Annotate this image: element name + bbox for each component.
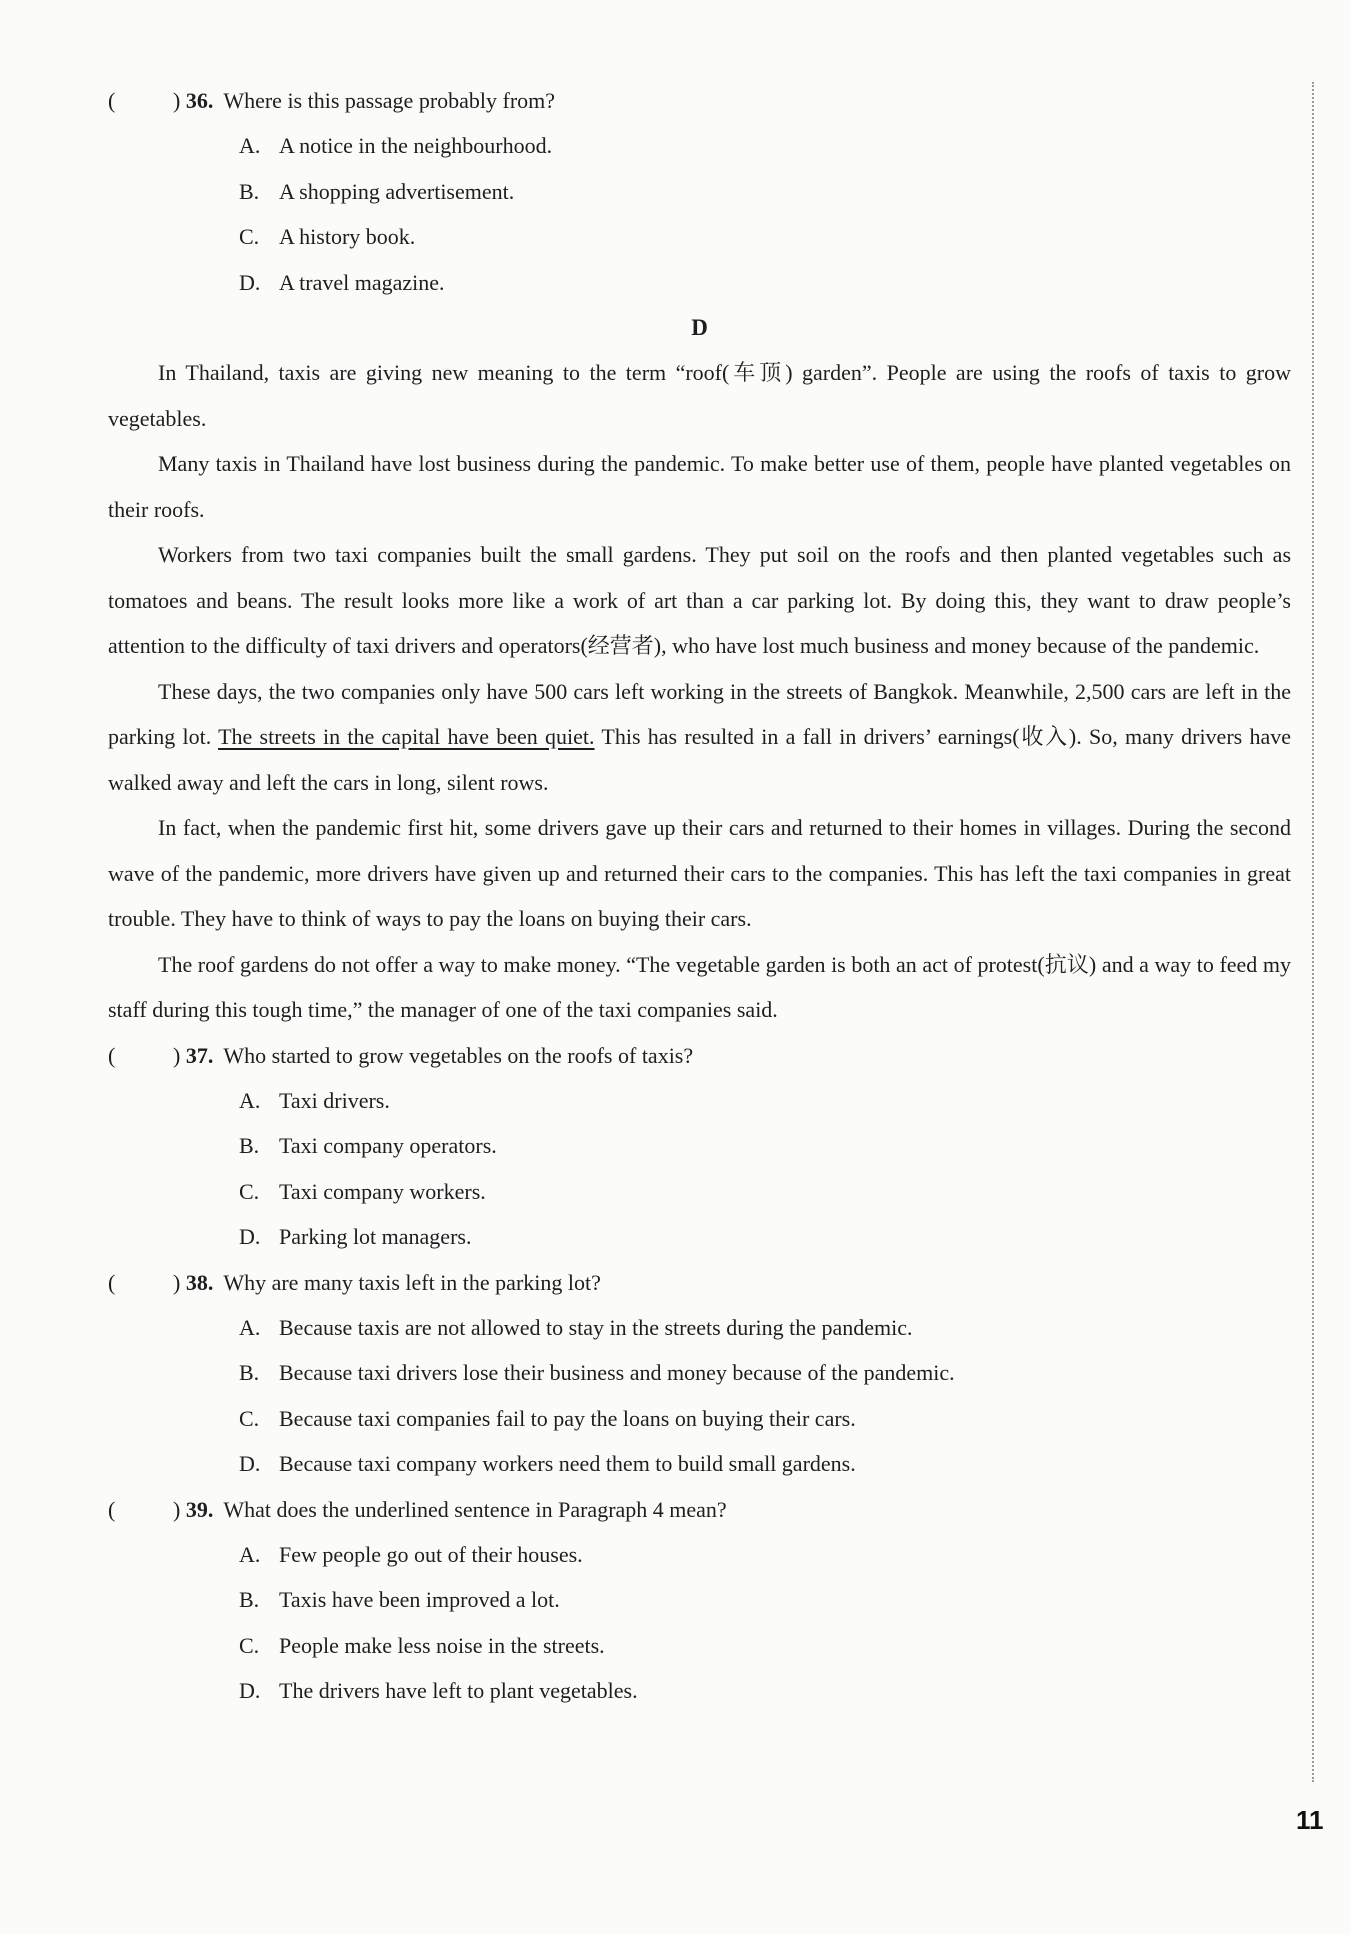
passage-paragraph-1: In Thailand, taxis are giving new meaning to the term “roof(车顶) garden”. People are using the roofs of taxis to grow vegetables. xyxy=(108,360,1291,431)
option-text: Because taxi drivers lose their business and money because of the pandemic. xyxy=(279,1360,955,1385)
option-text: A travel magazine. xyxy=(279,269,445,295)
option-label: C. xyxy=(239,224,260,249)
option-text: Because taxis are not allowed to stay in the streets during the pandemic. xyxy=(279,1314,913,1340)
option-text: Taxi company workers. xyxy=(279,1178,486,1204)
option-text: A history book. xyxy=(279,224,416,249)
option-text: Taxi company operators. xyxy=(279,1133,497,1158)
option-label: B. xyxy=(239,1360,260,1385)
passage-paragraph-5: In fact, when the pandemic first hit, some drivers gave up their cars and returned to their homes in villages. During the second wave of the pandemic, more drivers have given up and returned their cars to the companies. This has left the taxi companies in great trouble. They have to think of ways to pay the loans on buying their cars. xyxy=(108,815,1291,931)
question-36 xyxy=(108,78,1291,123)
page-content xyxy=(108,78,1291,1714)
option-text: Taxis have been improved a lot. xyxy=(279,1587,560,1612)
option-text: Few people go out of their houses. xyxy=(279,1541,583,1567)
question-text: What does the underlined sentence in Paragraph 4 mean? xyxy=(223,1496,727,1522)
option-text: Taxi drivers. xyxy=(279,1087,390,1113)
paragraph-4-end: This has resulted in a fall in drivers’ earnings(收入). So, many drivers have walked away and left the cars in long, silent rows. xyxy=(108,724,1292,795)
option-36-b[interactable] xyxy=(108,169,1291,215)
margin-dotted-rule xyxy=(1312,82,1314,1782)
option-36-c[interactable] xyxy=(108,214,1291,260)
option-text: Because taxi company workers need them to build small gardens. xyxy=(279,1451,856,1476)
option-label: D. xyxy=(239,1451,261,1476)
option-text: People make less noise in the streets. xyxy=(279,1632,605,1658)
option-39-d[interactable] xyxy=(108,1668,1291,1714)
question-38 xyxy=(108,1260,1291,1305)
option-label: C. xyxy=(239,1178,260,1204)
option-text: A shopping advertisement. xyxy=(279,178,515,204)
passage-paragraph-2: Many taxis in Thailand have lost business during the pandemic. To make better use of them, people have planted vegetables on their roofs. xyxy=(108,451,1291,522)
option-37-a[interactable] xyxy=(108,1078,1291,1124)
option-label: D. xyxy=(239,1678,261,1703)
answer-blank-36[interactable]: ( xyxy=(108,88,116,113)
option-36-a[interactable] xyxy=(108,123,1291,169)
option-text: The drivers have left to plant vegetables. xyxy=(279,1678,638,1703)
question-text: Where is this passage probably from? xyxy=(223,88,556,113)
option-37-c[interactable] xyxy=(108,1169,1291,1215)
option-label: D. xyxy=(239,269,261,295)
option-37-b[interactable] xyxy=(108,1123,1291,1169)
question-36-stem: ) 36. Where is this passage probably from? xyxy=(173,88,556,113)
option-label: C. xyxy=(239,1632,260,1658)
paragraph-4-start: These days, the two companies only have 500 cars left working in the streets of Bangkok. Meanwhile, 2,500 cars are left in the parking lot. xyxy=(108,678,1291,749)
question-39-stem: ) 39. What does the underlined sentence in Paragraph 4 mean? xyxy=(173,1496,727,1522)
option-label: C. xyxy=(239,1405,260,1431)
option-label: B. xyxy=(239,178,260,204)
option-label: A. xyxy=(239,133,261,158)
answer-blank-37[interactable]: ( xyxy=(108,1042,116,1068)
passage-title: D xyxy=(691,315,708,340)
option-label: A. xyxy=(239,1087,261,1113)
option-text: A notice in the neighbourhood. xyxy=(279,133,553,158)
option-38-d[interactable] xyxy=(108,1441,1291,1487)
option-39-c[interactable] xyxy=(108,1623,1291,1669)
question-text: Why are many taxis left in the parking lot? xyxy=(223,1269,601,1295)
option-label: B. xyxy=(239,1587,260,1612)
underlined-sentence: The streets in the capital have been quiet. xyxy=(218,724,595,749)
passage-paragraph-6: The roof gardens do not offer a way to make money. “The vegetable garden is both an act of protest(抗议) and a way to feed my staff during this tough time,” the manager of one of the taxi companies said. xyxy=(108,951,1291,1022)
passage-paragraph-4 xyxy=(108,669,1291,806)
question-number: 39. xyxy=(185,1496,214,1522)
answer-blank-39[interactable]: ( xyxy=(108,1496,116,1522)
question-39 xyxy=(108,1487,1291,1532)
option-label: D. xyxy=(239,1224,261,1249)
option-label: B. xyxy=(239,1133,260,1158)
option-37-d[interactable] xyxy=(108,1214,1291,1260)
option-38-b[interactable] xyxy=(108,1350,1291,1396)
question-text: Who started to grow vegetables on the roofs of taxis? xyxy=(223,1042,694,1068)
question-38-stem: ) 38. Why are many taxis left in the parking lot? xyxy=(173,1269,601,1295)
answer-blank-38[interactable]: ( xyxy=(108,1269,116,1295)
option-label: A. xyxy=(239,1541,261,1567)
question-number: 38. xyxy=(185,1269,214,1295)
question-37-stem: ) 37. Who started to grow vegetables on the roofs of taxis? xyxy=(173,1042,694,1068)
question-number: 37. xyxy=(185,1042,214,1068)
option-text: Parking lot managers. xyxy=(279,1224,472,1249)
option-39-a[interactable] xyxy=(108,1532,1291,1578)
option-36-d[interactable] xyxy=(108,260,1291,306)
option-text: Because taxi companies fail to pay the loans on buying their cars. xyxy=(279,1405,856,1431)
question-37 xyxy=(108,1033,1291,1078)
option-38-c[interactable] xyxy=(108,1396,1291,1442)
option-39-b[interactable] xyxy=(108,1577,1291,1623)
page-number: 11 xyxy=(1296,1805,1324,1835)
passage-paragraph-3: Workers from two taxi companies built the small gardens. They put soil on the roofs and then planted vegetables such as tomatoes and beans. The result looks more like a work of art than a car parking lot. By doing this, they want to draw people’s attention to the difficulty of taxi drivers and operators(经营者), who have lost much business and money because of the pandemic. xyxy=(108,542,1291,658)
question-number: 36. xyxy=(185,88,214,113)
option-label: A. xyxy=(239,1314,261,1340)
option-38-a[interactable] xyxy=(108,1305,1291,1351)
